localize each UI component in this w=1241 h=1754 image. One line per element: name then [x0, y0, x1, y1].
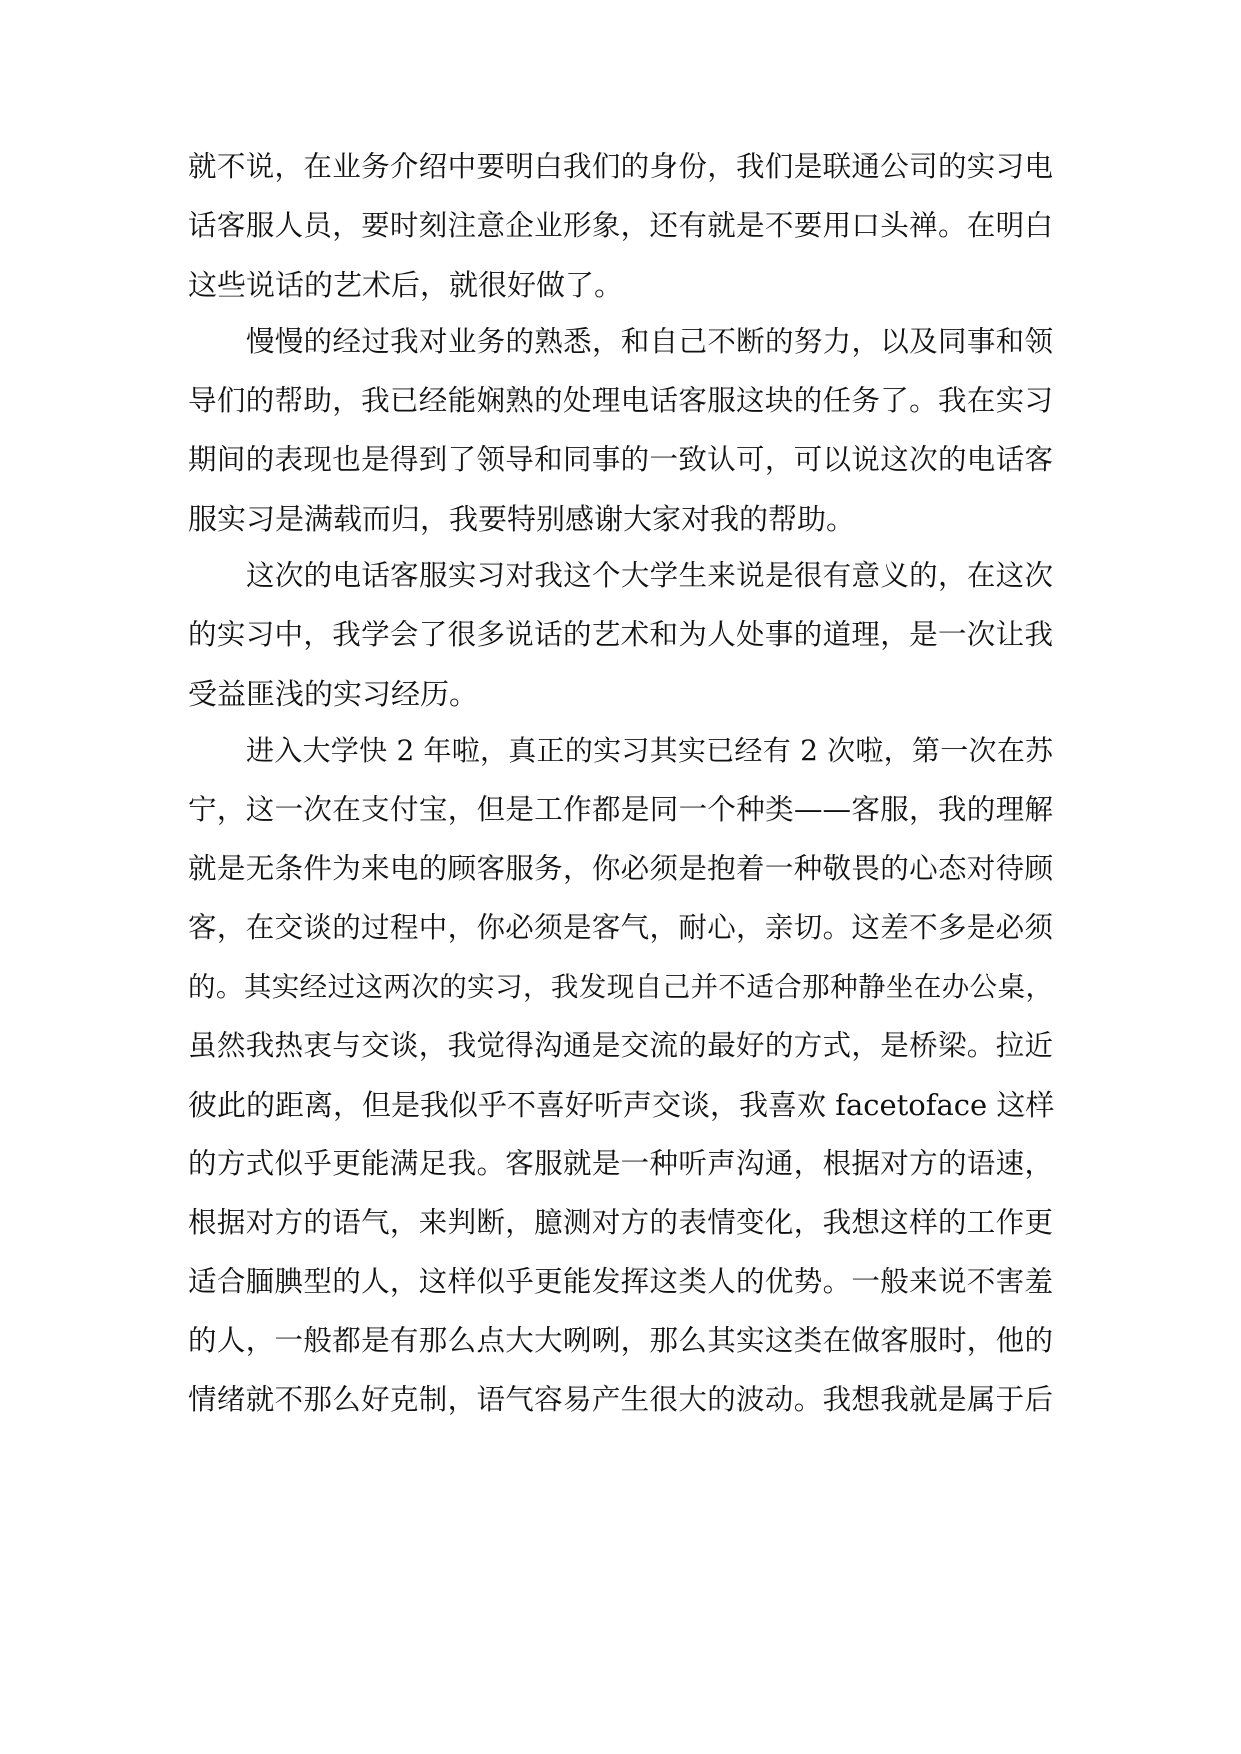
text-line: 宁，这一次在支付宝，但是工作都是同一个种类——客服，我的理解	[188, 793, 1053, 826]
text-line: 情绪就不那么好克制，语气容易产生很大的波动。我想我就是属于后	[188, 1383, 1053, 1416]
text-line: 的。其实经过这两次的实习，我发现自己并不适合那种静坐在办公桌，	[188, 971, 1053, 1003]
text-line: 客，在交谈的过程中，你必须是客气，耐心，亲切。这差不多是必须	[188, 911, 1053, 944]
text-line: 这次的电话客服实习对我这个大学生来说是很有意义的，在这次	[246, 559, 1053, 592]
text-line: 进入大学快 2 年啦，真正的实习其实已经有 2 次啦，第一次在苏	[246, 734, 1053, 767]
text-line: 服实习是满载而归，我要特别感谢大家对我的帮助。	[188, 502, 856, 536]
text-line: 就是无条件为来电的顾客服务，你必须是抱着一种敬畏的心态对待顾	[188, 852, 1053, 885]
text-line: 期间的表现也是得到了领导和同事的一致认可，可以说这次的电话客	[188, 443, 1053, 476]
text-line: 这些说话的艺术后，就很好做了。	[188, 268, 624, 302]
text-line: 导们的帮助，我已经能娴熟的处理电话客服这块的任务了。我在实习	[188, 384, 1053, 417]
text-line: 就不说，在业务介绍中要明白我们的身份，我们是联通公司的实习电	[188, 150, 1053, 183]
text-line: 的方式似乎更能满足我。客服就是一种听声沟通，根据对方的语速，	[188, 1147, 1053, 1180]
text-line: 的人，一般都是有那么点大大咧咧，那么其实这类在做客服时，他的	[188, 1324, 1053, 1357]
text-line: 话客服人员，要时刻注意企业形象，还有就是不要用口头禅。在明白	[188, 209, 1053, 242]
text-line: 慢慢的经过我对业务的熟悉，和自己不断的努力，以及同事和领	[246, 325, 1053, 358]
text-line: 根据对方的语气，来判断，臆测对方的表情变化，我想这样的工作更	[188, 1206, 1053, 1239]
text-line: 彼此的距离，但是我似乎不喜好听声交谈，我喜欢 facetoface 这样	[188, 1088, 1055, 1122]
text-line: 受益匪浅的实习经历。	[188, 677, 479, 711]
text-line: 的实习中，我学会了很多说话的艺术和为人处事的道理，是一次让我	[188, 618, 1053, 651]
text-line: 适合腼腆型的人，这样似乎更能发挥这类人的优势。一般来说不害羞	[188, 1265, 1053, 1298]
text-line: 虽然我热衷与交谈，我觉得沟通是交流的最好的方式，是桥梁。拉近	[188, 1029, 1053, 1062]
